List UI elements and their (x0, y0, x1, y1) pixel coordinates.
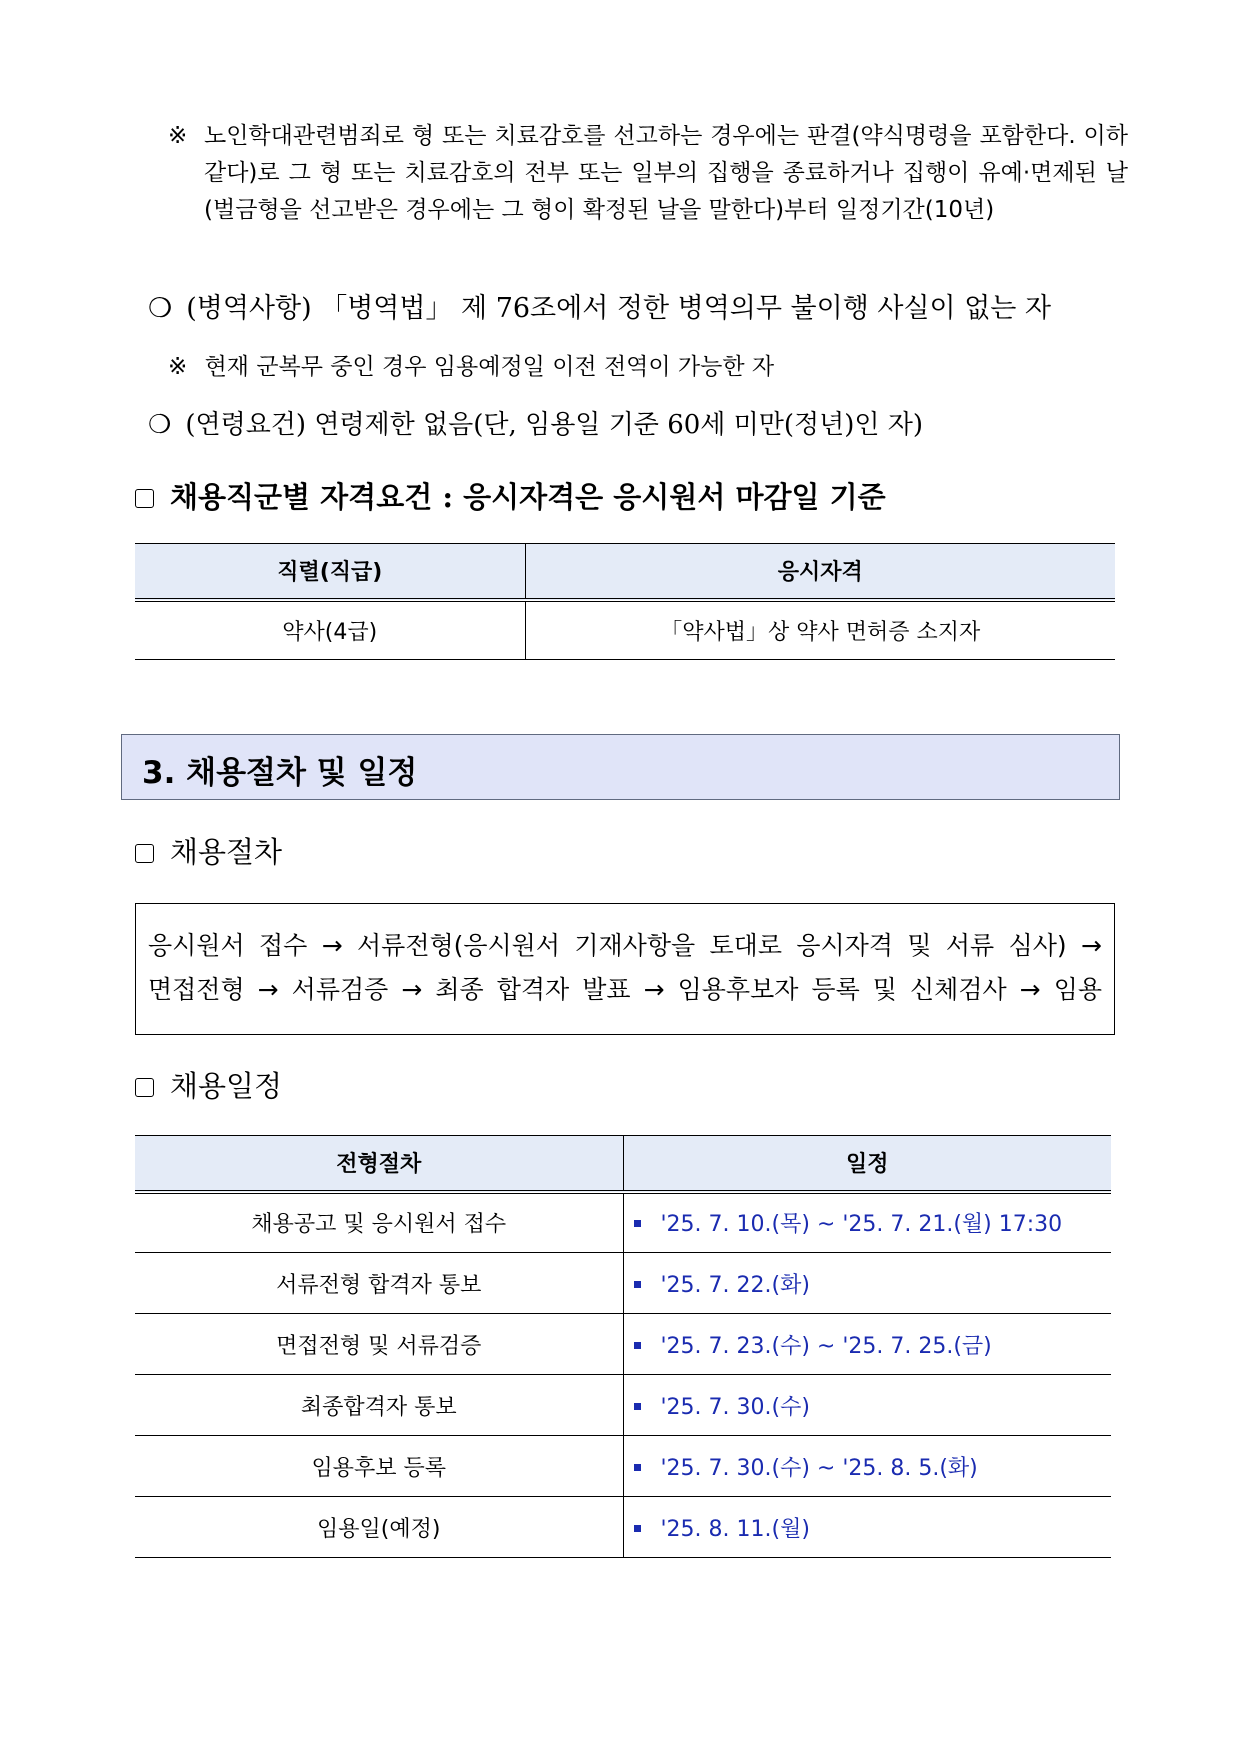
age-requirement (148, 407, 923, 443)
section-3-banner (121, 734, 1120, 800)
table-row (135, 1375, 1111, 1436)
abuse-crime-note (168, 118, 1128, 229)
schedule-table-header (135, 1136, 1111, 1192)
header-cell-qualification: 응시자격 (525, 544, 1115, 600)
table-row (135, 1497, 1111, 1558)
header-cell-step: 전형절차 (135, 1136, 623, 1192)
date-text: '25. 8. 11.(월) (660, 1516, 810, 1542)
cell-date (623, 1497, 1111, 1558)
cell-qualification: 「약사법」상 약사 면허증 소지자 (525, 600, 1115, 660)
table-row (135, 600, 1115, 660)
procedure-line-1: 응시원서 접수 → 서류전형(응시원서 기재사항을 토대로 응시자격 및 서류 심사) → (148, 931, 1102, 960)
table-row (135, 1314, 1111, 1375)
cell-step: 최종합격자 통보 (135, 1375, 623, 1436)
cell-date (623, 1253, 1111, 1314)
cell-step: 채용공고 및 응시원서 접수 (135, 1192, 623, 1253)
square-bullet-icon (634, 1403, 641, 1410)
square-bullet-icon (634, 1342, 641, 1349)
cell-date (623, 1436, 1111, 1497)
cell-date (623, 1314, 1111, 1375)
military-requirement-text: (병역사항) 「병역법」 제 76조에서 정한 병역의무 불이행 사실이 없는 자 (186, 293, 1052, 324)
reference-mark: ※ (168, 123, 188, 149)
age-requirement-text: (연령요건) 연령제한 없음(단, 임용일 기준 60세 미만(정년)인 자) (185, 410, 924, 440)
checkbox-square-icon (135, 489, 154, 508)
header-cell-position: 직렬(직급) (135, 544, 525, 600)
table-row (135, 1192, 1111, 1253)
date-text: '25. 7. 22.(화) (660, 1272, 810, 1298)
qualification-table-header (135, 544, 1115, 600)
qualification-table (135, 543, 1115, 660)
date-text: '25. 7. 10.(목) ~ '25. 7. 21.(월) 17:30 (660, 1212, 1063, 1238)
schedule-heading-text: 채용일정 (170, 1069, 283, 1103)
circle-bullet-icon: ❍ (148, 293, 173, 324)
procedure-line-2: 면접전형 → 서류검증 → 최종 합격자 발표 → 임용후보자 등록 및 신체검사 → 임용 (148, 975, 1102, 1004)
cell-step: 임용후보 등록 (135, 1436, 623, 1497)
checkbox-square-icon (135, 844, 154, 863)
section-3-title: 3. 채용절차 및 일정 (142, 755, 418, 791)
table-row (135, 1436, 1111, 1497)
schedule-table (135, 1135, 1111, 1558)
abuse-crime-note-text: 노인학대관련범죄로 형 또는 치료감호를 선고하는 경우에는 판결(약식명령을 포함한다. 이하 같다)로 그 형 또는 치료감호의 전부 또는 일부의 집행을 종료하거나 집행이 유예·면제된 날(벌금형을 선고받은 경우에는 그 형이 확정된 날을 말한다)부터 일정기간(10년) (204, 123, 1128, 223)
circle-bullet-icon: ❍ (148, 410, 172, 440)
procedure-box (135, 903, 1115, 1035)
qualification-heading (135, 477, 886, 517)
military-sub-note (168, 351, 774, 383)
military-requirement (148, 291, 1051, 327)
square-bullet-icon (634, 1464, 641, 1471)
checkbox-square-icon (135, 1078, 154, 1097)
military-sub-note-text: 현재 군복무 중인 경우 임용예정일 이전 전역이 가능한 자 (204, 354, 775, 380)
qualification-heading-text: 채용직군별 자격요건 : 응시자격은 응시원서 마감일 기준 (170, 480, 886, 514)
table-row (135, 1253, 1111, 1314)
procedure-heading-text: 채용절차 (170, 835, 283, 869)
cell-date (623, 1375, 1111, 1436)
header-cell-date: 일정 (623, 1136, 1111, 1192)
procedure-heading (135, 832, 282, 872)
date-text: '25. 7. 23.(수) ~ '25. 7. 25.(금) (660, 1333, 992, 1359)
date-text: '25. 7. 30.(수) ~ '25. 8. 5.(화) (660, 1455, 978, 1481)
square-bullet-icon (634, 1220, 641, 1227)
reference-mark: ※ (168, 354, 188, 380)
cell-position: 약사(4급) (135, 600, 525, 660)
square-bullet-icon (634, 1281, 641, 1288)
date-text: '25. 7. 30.(수) (660, 1394, 810, 1420)
cell-date (623, 1192, 1111, 1253)
cell-step: 임용일(예정) (135, 1497, 623, 1558)
cell-step: 면접전형 및 서류검증 (135, 1314, 623, 1375)
schedule-heading (135, 1066, 282, 1106)
cell-step: 서류전형 합격자 통보 (135, 1253, 623, 1314)
square-bullet-icon (634, 1525, 641, 1532)
